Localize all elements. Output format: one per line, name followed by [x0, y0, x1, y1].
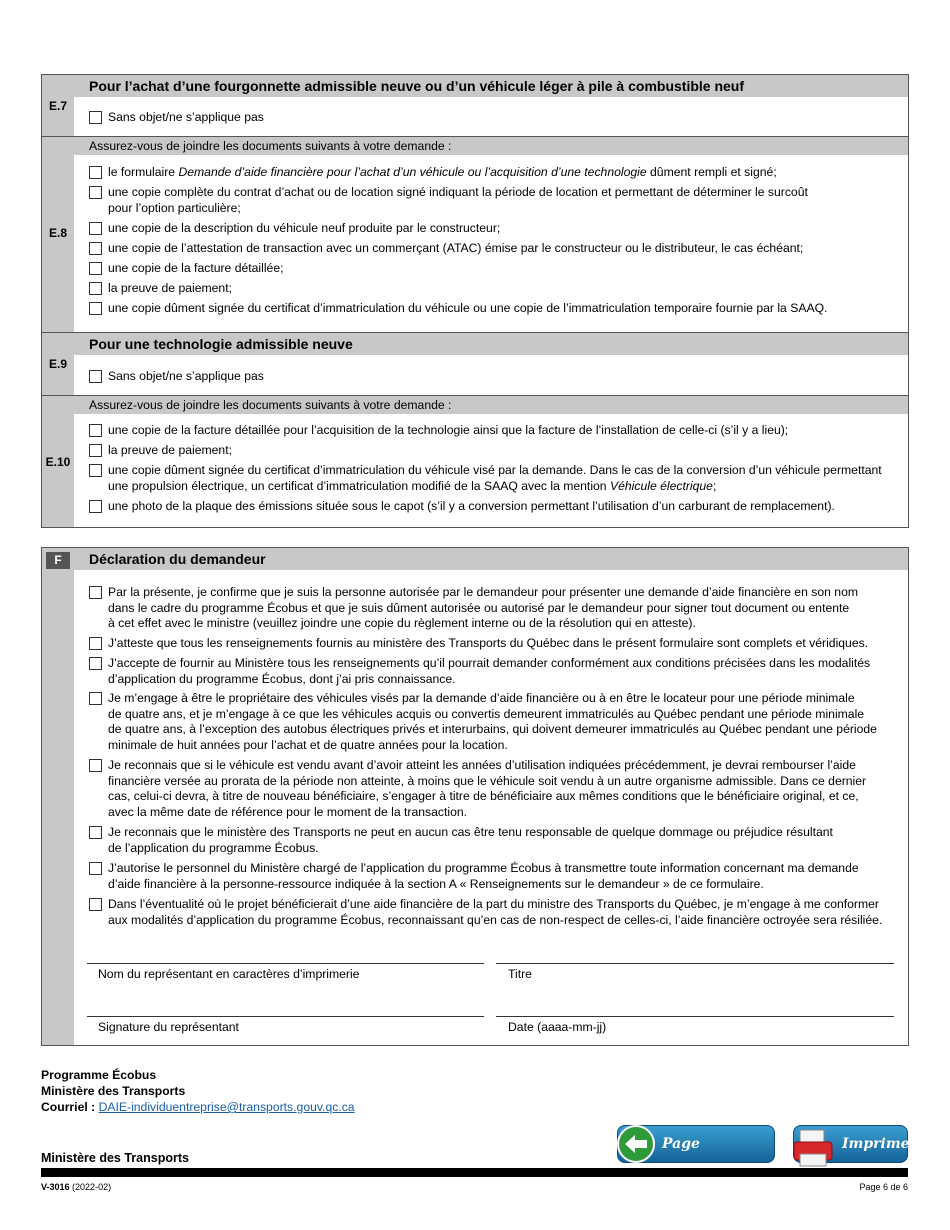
footer-page-number: Page 6 de 6: [859, 1182, 908, 1192]
e8-item-6[interactable]: [89, 281, 896, 297]
declaration-1-line-2: dans le cadre du programme Écobus et que je suis dûment autorisée ou autorisé par le demandeur pour signer tout document ou entente: [108, 600, 850, 615]
e7-na-checkbox[interactable]: [89, 111, 102, 124]
footer-ministry: Ministère des Transports: [41, 1084, 186, 1098]
declaration-4-line-2: de quatre ans, et je m’engage à ce que les véhicules acquis ou convertis demeurent immatriculés au Québec pendant une période minimale: [108, 706, 865, 721]
declaration-1-checkbox[interactable]: [89, 586, 102, 599]
e8-intro: Assurez-vous de joindre les documents suivants à votre demande :: [74, 137, 908, 155]
declaration-4-line-4: minimale de huit années pour l’achat et de quatre années pour la location.: [108, 737, 508, 752]
declaration-8-line-1: Dans l’éventualité où le projet bénéficierait d’une aide financière de la part du ministre des Transports du Québec, je m’engage à me conformer: [108, 897, 879, 911]
e8-label: E.8: [48, 226, 67, 240]
declaration-7-line-2: d’aide financière à la personne-ressource indiquée à la section A « Renseignements sur le demandeur » de ce formulaire.: [108, 876, 764, 891]
e10-item-4-checkbox[interactable]: [89, 500, 102, 513]
footer-program: Programme Écobus: [41, 1068, 157, 1082]
declaration-4-line-3: de quatre ans, à l’exception des autobus électriques privés et interurbains, qui doivent demeurer immatriculés au Québec pendant une période: [108, 722, 877, 736]
declaration-6-line-1: Je reconnais que le ministère des Transports ne peut en aucun cas être tenu responsable de quelque dommage ou préjudice résultant: [108, 825, 833, 839]
footer-email-label: Courriel :: [41, 1100, 96, 1114]
declaration-5[interactable]: [89, 758, 896, 820]
e8-item-3-checkbox[interactable]: [89, 222, 102, 235]
e8-item-7[interactable]: [89, 301, 896, 317]
e8-item-5-text: une copie de la facture détaillée;: [108, 261, 284, 275]
e9-na-checkbox[interactable]: [89, 370, 102, 383]
declaration-8-line-2: aux modalités d’application du programme Écobus, reconnaissant qu’en cas de non-respect de celles-ci, l’aide financière octroyée sera résiliée.: [108, 912, 883, 927]
e8-item-2-line-1: une copie complète du contrat d’achat ou de location signé indiquant la période de location et permettant de déterminer le surcoût: [108, 185, 808, 199]
section-f-label: F: [46, 552, 70, 569]
signature-field-line: [87, 1016, 484, 1017]
declaration-6-line-2: de l’application du programme Écobus.: [108, 840, 319, 855]
e10-intro: Assurez-vous de joindre les documents suivants à votre demande :: [74, 396, 908, 414]
e8-item-1-text: le formulaire: [108, 165, 179, 179]
footer-form-code: V-3016: [41, 1182, 70, 1192]
footer-brand: Ministère des Transports: [41, 1151, 189, 1165]
e10-item-3-line-1: une copie dûment signée du certificat d’immatriculation du véhicule visé par la demande. Dans le cas de la conversion d’un véhicule permettant: [108, 463, 882, 477]
e7-na-label: Sans objet/ne s’applique pas: [108, 110, 264, 124]
declaration-2-checkbox[interactable]: [89, 637, 102, 650]
declaration-1-line-3: à cet effet avec le ministre (veuillez joindre une copie du règlement interne ou de la résolution qui en atteste).: [108, 616, 696, 630]
e10-item-1-checkbox[interactable]: [89, 424, 102, 437]
declaration-2-line-1: J’atteste que tous les renseignements fournis au ministère des Transports du Québec dans le présent formulaire sont complets et véridiques.: [108, 636, 869, 650]
e10-item-2[interactable]: [89, 443, 896, 459]
declaration-5-line-2: financière versée au prorata de la période non atteinte, à moins que le véhicule soit vendu à un autre organisme admissible. Dans ce dernier: [108, 773, 867, 788]
e7-label: E.7: [48, 99, 67, 113]
previous-page-button[interactable]: [617, 1125, 775, 1163]
e9-heading: Pour une technologie admissible neuve: [74, 333, 908, 355]
printer-icon: [792, 1128, 836, 1170]
e8-item-2-line-2: pour l’option particulière;: [108, 200, 241, 215]
declaration-1[interactable]: [89, 585, 896, 632]
declaration-4[interactable]: [89, 691, 896, 753]
section-e-box: [41, 74, 909, 528]
declaration-8[interactable]: [89, 897, 896, 928]
e8-item-1-form-title: Demande d’aide financière pour l’achat d’un véhicule ou l’acquisition d’une technologie: [178, 165, 647, 179]
e10-item-1-text: une copie de la facture détaillée pour l’acquisition de la technologie ainsi que la facture de l’installation de celle-ci (s’il y a lieu);: [108, 423, 789, 437]
e10-item-3[interactable]: [89, 463, 896, 494]
e10-item-4[interactable]: [89, 499, 896, 515]
e10-item-1[interactable]: [89, 423, 896, 439]
e10-item-2-checkbox[interactable]: [89, 444, 102, 457]
e8-item-2[interactable]: [89, 185, 896, 216]
footer-form-code-row: [41, 1182, 111, 1192]
declaration-5-line-4: avec la même date de référence pour le moment de la transaction.: [108, 804, 468, 819]
section-f-heading: Déclaration du demandeur: [74, 548, 908, 570]
name-field-line: [87, 963, 484, 964]
e8-item-1-suffix: dûment rempli et signé;: [646, 165, 777, 179]
e8-item-1[interactable]: [89, 165, 896, 181]
date-field-label: Date (aaaa-mm-jj): [508, 1020, 607, 1034]
e8-item-1-checkbox[interactable]: [89, 166, 102, 179]
declaration-2[interactable]: [89, 636, 896, 652]
e8-item-3-text: une copie de la description du véhicule neuf produite par le constructeur;: [108, 221, 501, 235]
declaration-3-checkbox[interactable]: [89, 657, 102, 670]
title-field-line: [496, 963, 894, 964]
e8-item-6-checkbox[interactable]: [89, 282, 102, 295]
e8-item-7-text: une copie dûment signée du certificat d’immatriculation du véhicule ou une copie de l’immatriculation temporaire fournie par la SAAQ.: [108, 301, 828, 315]
declaration-3[interactable]: [89, 656, 896, 687]
e10-item-4-text: une photo de la plaque des émissions située sous le capot (s’il y a conversion permettant l’utilisation d’un carburant de remplacement).: [108, 499, 835, 513]
declaration-5-line-1: Je reconnais que si le véhicule est vendu avant d’avoir atteint les années d’utilisation indiquées précédemment, je devrai rembourser l’aide: [108, 758, 856, 772]
declaration-1-line-1: Par la présente, je confirme que je suis la personne autorisée par le demandeur pour présenter une demande d’aide financière en son nom: [108, 585, 858, 599]
declaration-6[interactable]: [89, 825, 896, 856]
e8-item-4-checkbox[interactable]: [89, 242, 102, 255]
e10-item-3-checkbox[interactable]: [89, 464, 102, 477]
print-label: Imprimer: [842, 1136, 917, 1152]
footer-email-row: [41, 1100, 355, 1114]
declaration-7-line-1: J’autorise le personnel du Ministère chargé de l’application du programme Écobus à transmettre toute information concernant ma demande: [108, 861, 859, 875]
e8-item-5-checkbox[interactable]: [89, 262, 102, 275]
declaration-4-checkbox[interactable]: [89, 692, 102, 705]
e8-item-4-text: une copie de l’attestation de transaction avec un commerçant (ATAC) émise par le constructeur ou le distributeur, le cas échéant;: [108, 241, 804, 255]
print-button[interactable]: [793, 1125, 917, 1163]
e8-item-7-checkbox[interactable]: [89, 302, 102, 315]
signature-field-label: Signature du représentant: [98, 1020, 239, 1034]
e9-na-row[interactable]: [89, 369, 896, 385]
e8-item-3[interactable]: [89, 221, 896, 237]
declaration-3-line-2: d’application du programme Écobus, dont j’ai pris connaissance.: [108, 671, 456, 686]
e9-label: E.9: [48, 357, 67, 371]
e7-heading: Pour l’achat d’une fourgonnette admissible neuve ou d’un véhicule léger à pile à combustible neuf: [74, 75, 908, 97]
arrow-left-icon: [616, 1124, 656, 1164]
declaration-3-line-1: J’accepte de fournir au Ministère tous les renseignements qu’il pourrait demander conformément aux conditions précisées dans les modalités: [108, 656, 871, 670]
section-f-gutter: [42, 548, 74, 1045]
e10-item-2-text: la preuve de paiement;: [108, 443, 232, 457]
e9-na-label: Sans objet/ne s’applique pas: [108, 369, 264, 383]
e8-item-2-checkbox[interactable]: [89, 186, 102, 199]
e10-label: E.10: [45, 455, 71, 469]
date-field-line: [496, 1016, 894, 1017]
declaration-7[interactable]: [89, 861, 896, 892]
declaration-8-checkbox[interactable]: [89, 898, 102, 911]
declaration-7-checkbox[interactable]: [89, 862, 102, 875]
footer-email-link[interactable]: DAIE-individuentreprise@transports.gouv.qc.ca: [98, 1100, 355, 1114]
e8-item-6-text: la preuve de paiement;: [108, 281, 232, 295]
declaration-5-line-3: cas, celui-ci devra, à titre de nouveau bénéficiaire, s’engager à titre de bénéficiaire aux mêmes conditions que le bénéficiaire original, et ce,: [108, 789, 859, 803]
e8-item-4[interactable]: [89, 241, 896, 257]
e10-item-3-suffix: ;: [712, 478, 717, 493]
previous-page-label: Page: [662, 1136, 700, 1152]
declaration-5-checkbox[interactable]: [89, 759, 102, 772]
declaration-6-checkbox[interactable]: [89, 826, 102, 839]
e7-na-row[interactable]: [89, 110, 896, 126]
footer-rule: [41, 1168, 908, 1177]
section-f-box: [41, 547, 909, 1046]
declaration-4-line-1: Je m’engage à être le propriétaire des véhicules visés par la demande d’aide financière ou à en être le locateur pour une période minimale: [108, 691, 855, 705]
e10-item-3-mention: Véhicule électrique: [609, 478, 713, 493]
footer-form-date: (2022-02): [72, 1182, 112, 1192]
title-field-label: Titre: [508, 967, 532, 981]
e10-item-3-line-2: une propulsion électrique, un certificat d’immatriculation modifié de la SAAQ avec la mention: [108, 478, 610, 493]
name-field-label: Nom du représentant en caractères d’imprimerie: [98, 967, 360, 981]
e8-item-5[interactable]: [89, 261, 896, 277]
